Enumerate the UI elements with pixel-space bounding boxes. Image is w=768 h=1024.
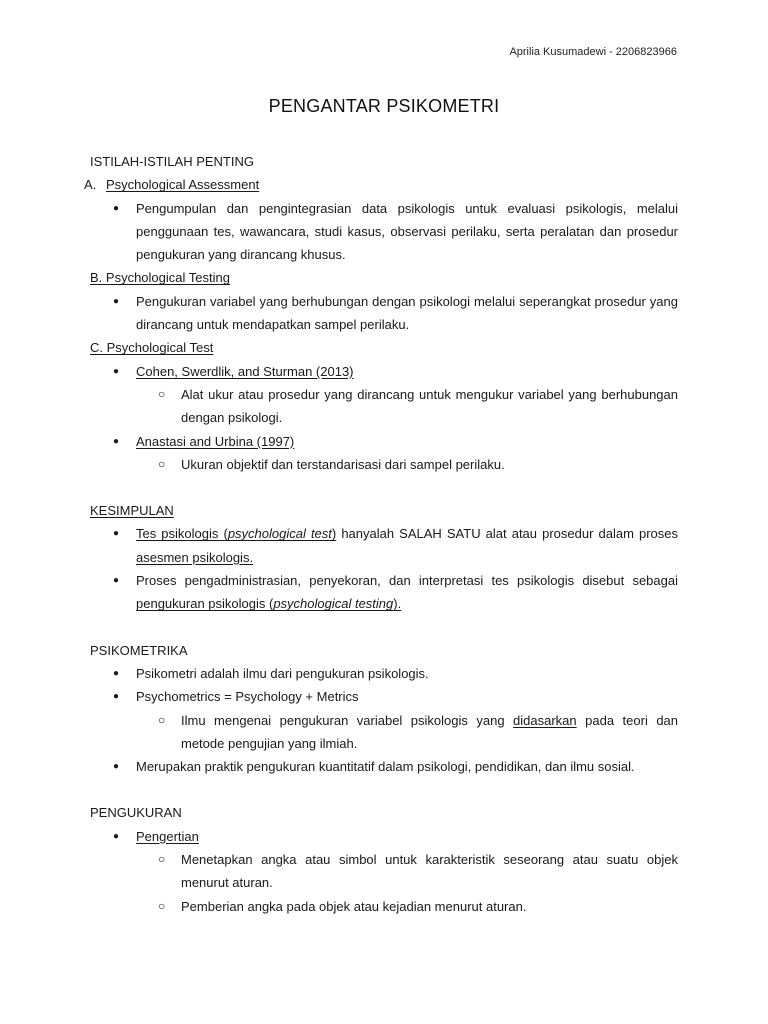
document-body <box>84 150 679 918</box>
source-cohen-text: Alat ukur atau prosedur yang dirancang untuk mengukur variabel yang berhubungan dengan psikologi. <box>181 386 678 426</box>
list-item <box>136 383 678 430</box>
term-a-text: Pengumpulan dan pengintegrasian data psikologis untuk evaluasi psikologis, melalui penggunaan tes, wawancara, studi kasus, observasi perilaku, serta peralatan dan prosedur pengukuran yang dirancang khusus. <box>136 200 678 263</box>
pengukuran-list <box>90 825 678 918</box>
term-a-list <box>90 197 678 267</box>
term-c-heading <box>90 336 678 359</box>
list-item <box>136 895 678 918</box>
bullet-icon: ● <box>113 435 120 447</box>
term-b-heading <box>90 266 678 289</box>
psi-sub-part2: pada teori dan metode pengujian yang ilmiah. <box>181 712 679 751</box>
peng-sub2: Pemberian angka pada objek atau kejadian menurut aturan. <box>181 898 527 914</box>
section-heading: PSIKOMETRIKA <box>90 642 188 658</box>
author-header: Aprilia Kusumadewi - 2206823966 <box>509 46 677 58</box>
section-istilah <box>84 150 678 476</box>
bullet-icon: ● <box>113 830 120 842</box>
kes-item2-em: psychological testing <box>273 596 394 612</box>
sublist <box>136 848 678 918</box>
section-heading: PENGUKURAN <box>90 805 182 821</box>
kes-item1-em: psychological test <box>227 526 332 542</box>
list-item <box>90 430 678 477</box>
kes-item2-u <box>136 596 401 611</box>
term-a-letter: A. <box>84 177 97 193</box>
list-item <box>90 755 678 778</box>
term-a-heading <box>84 173 678 196</box>
kes-item2-text: Proses pengadministrasian, penyekoran, dan interpretasi tes psikologis disebut sebagai <box>136 573 678 589</box>
hollow-bullet-icon: ○ <box>158 386 166 401</box>
list-item <box>90 522 678 569</box>
source-anastasi-text: Ukuran objektif dan terstandarisasi dari sampel perilaku. <box>181 456 505 472</box>
list-item <box>90 569 678 616</box>
sublist <box>136 453 678 476</box>
psi-item1: Psikometri adalah ilmu dari pengukuran psikologis. <box>136 665 429 681</box>
section-heading <box>90 499 678 522</box>
hollow-bullet-icon: ○ <box>158 456 166 471</box>
bullet-icon: ● <box>113 202 120 214</box>
source-anastasi: Anastasi and Urbina (1997) <box>136 433 295 449</box>
term-b-label: B. Psychological Testing <box>90 270 230 286</box>
sublist <box>136 383 678 430</box>
term-b-list <box>90 290 678 337</box>
bullet-icon: ● <box>113 365 120 377</box>
psi-item2: Psychometrics = Psychology + Metrics <box>136 689 359 705</box>
kes-item2-u1: pengukuran psikologis ( <box>136 596 274 612</box>
list-item <box>90 662 678 685</box>
psi-item3: Merupakan praktik pengukuran kuantitatif dalam psikologi, pendidikan, dan ilmu sosial. <box>136 759 635 775</box>
term-c-label: C. Psychological Test <box>90 340 214 356</box>
kes-item2-u2: ). <box>393 596 402 612</box>
list-item <box>136 709 678 756</box>
list-item <box>90 290 678 337</box>
list-item <box>136 453 678 476</box>
kes-item1-part2: ) <box>331 526 337 542</box>
sublist <box>136 709 678 756</box>
source-cohen: Cohen, Swerdlik, and Sturman (2013) <box>136 363 354 379</box>
page-title: PENGANTAR PSIKOMETRI <box>268 96 500 116</box>
peng-sub1: Menetapkan angka atau simbol untuk karakteristik seseorang atau suatu objek menurut aturan. <box>181 852 678 891</box>
hollow-bullet-icon: ○ <box>158 898 166 913</box>
kes-item1-rest: hanyalah SALAH SATU alat atau prosedur dalam proses <box>336 526 678 542</box>
list-item <box>90 685 678 755</box>
list-item <box>136 848 678 895</box>
bullet-icon: ● <box>113 295 120 307</box>
kesimpulan-list <box>90 522 678 615</box>
section-pengukuran <box>90 801 678 917</box>
psi-sub-underline: didasarkan <box>513 712 577 728</box>
list-item <box>90 360 678 430</box>
section-heading: ISTILAH-ISTILAH PENTING <box>90 154 254 169</box>
kes-item1-u1 <box>136 526 336 541</box>
list-item <box>90 825 678 918</box>
hollow-bullet-icon: ○ <box>158 712 166 727</box>
term-c-list <box>90 360 678 476</box>
bullet-icon: ● <box>113 528 120 540</box>
bullet-icon: ● <box>113 691 120 703</box>
bullet-icon: ● <box>113 575 120 587</box>
section-kesimpulan <box>90 499 678 615</box>
term-a-label: Psychological Assessment <box>106 177 260 193</box>
psikometrika-list <box>90 662 678 778</box>
kes-item1-part1: Tes psikologis ( <box>136 526 228 542</box>
hollow-bullet-icon: ○ <box>158 852 166 867</box>
kesimpulan-heading: KESIMPULAN <box>90 503 174 519</box>
bullet-icon: ● <box>113 761 120 773</box>
psi-sub-part1: Ilmu mengenai pengukuran variabel psikologis yang <box>181 712 514 728</box>
kes-item1-underline: asesmen psikologis. <box>136 549 254 565</box>
list-item <box>90 197 678 267</box>
bullet-icon: ● <box>113 667 120 679</box>
peng-item1: Pengertian <box>136 828 199 844</box>
section-psikometrika <box>90 639 678 779</box>
term-b-text: Pengukuran variabel yang berhubungan dengan psikologi melalui seperangkat prosedur yang dirancang untuk mendapatkan sampel perilaku. <box>136 293 678 333</box>
